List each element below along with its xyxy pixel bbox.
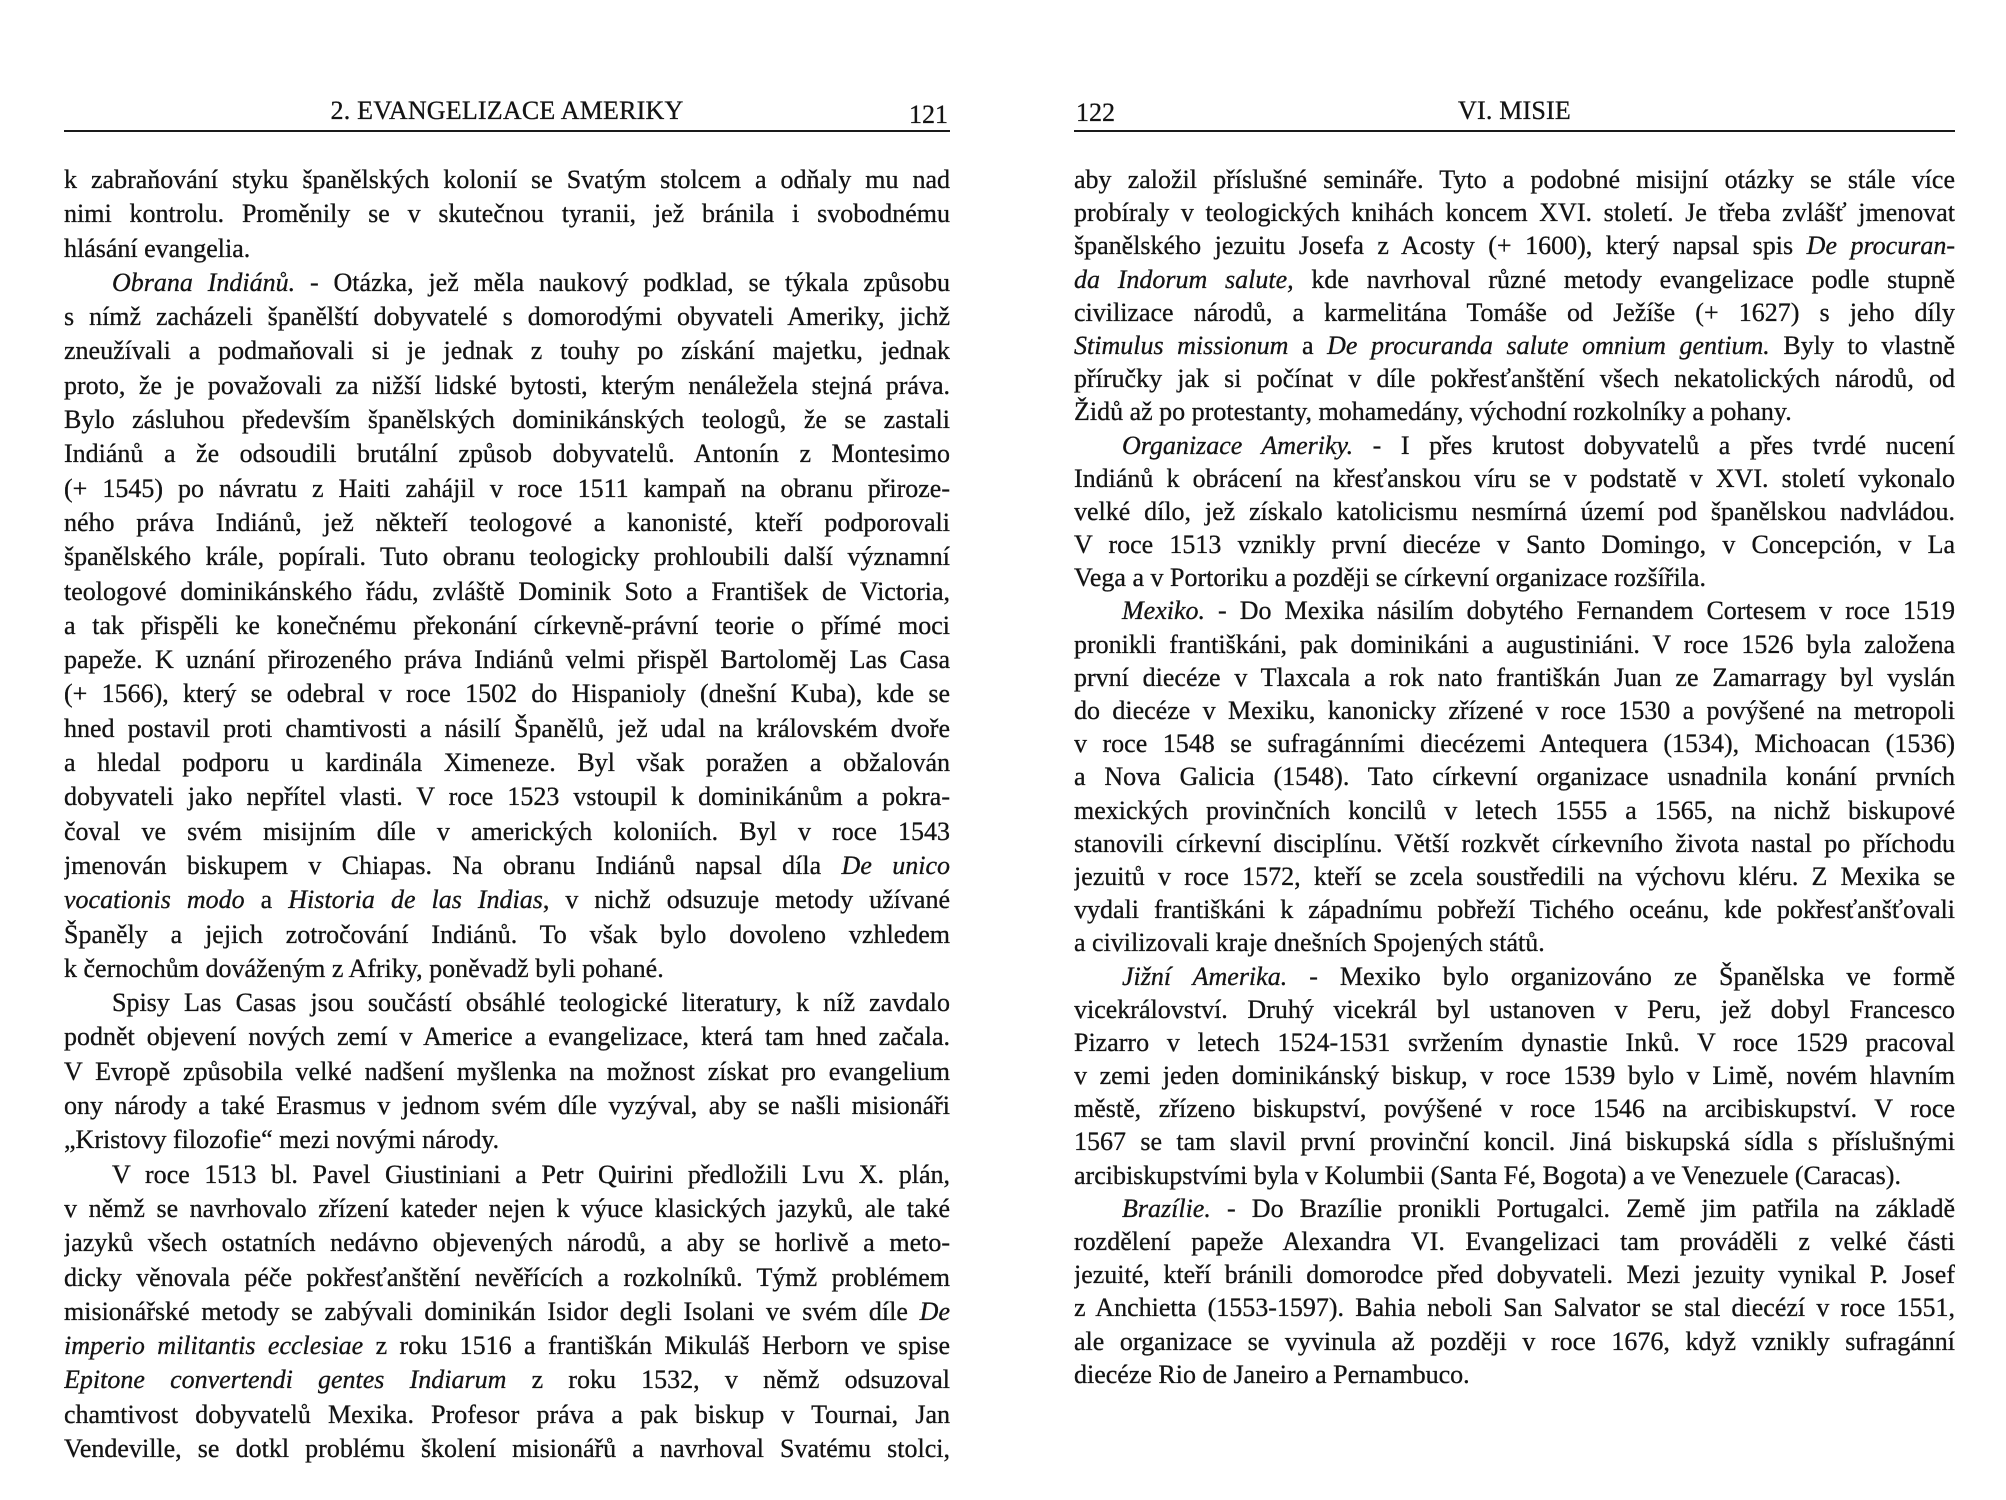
text-run: v roce 1548 se sufragánními diecézemi Antequera (1534), Michoacan (1536)	[1074, 729, 1955, 759]
text-run: z roku 1516 a františkán Mikuláš Herborn ve spise	[363, 1331, 950, 1361]
text-run: rozdělení papeže Alexandra VI. Evangelizaci tam prováděli z velké části	[1074, 1227, 1955, 1256]
text-line	[1074, 628, 1955, 661]
text-line	[1074, 528, 1955, 561]
text-line	[1074, 960, 1955, 993]
text-line	[1074, 1026, 1955, 1059]
text-run: teologové dominikánského řádu, zvláště Dominik Soto a František de Victoria,	[64, 576, 950, 606]
text-line	[1074, 263, 1955, 296]
text-run: jezuité, kteří bránili domorodce před dobyvateli. Mezi jezuity vynikal P. Josef	[1074, 1260, 1955, 1290]
italic-text-run: Mexiko.	[1122, 596, 1206, 626]
text-line	[64, 1363, 950, 1397]
text-line	[64, 1123, 950, 1157]
text-line	[1074, 296, 1955, 329]
text-line	[64, 1158, 950, 1192]
text-run: Židů až po protestanty, mohamedány, východní rozkolníky a pohany.	[1074, 397, 1792, 427]
text-run: velké dílo, jež získalo katolicismu nesmírná území pod španělskou nadvládou.	[1074, 496, 1955, 526]
page-body-text	[64, 163, 950, 1466]
text-run: „Kristovy filozofie“ mezi novými národy.	[64, 1125, 500, 1155]
text-line	[1074, 794, 1955, 827]
paragraph	[1074, 594, 1955, 959]
text-run: chamtivost dobyvatelů Mexika. Profesor práva a pak biskup v Tournai, Jan	[64, 1399, 950, 1429]
running-head-title: VI. MISIE	[1457, 96, 1571, 125]
text-run: hned postavil proti chamtivosti a násilí Španělů, jež udal na královském dvoře	[64, 713, 950, 743]
text-run: (+ 1545) po návratu z Haiti zahájil v roce 1511 kampaň na obranu přiroze-	[64, 473, 950, 503]
text-line	[1074, 362, 1955, 395]
text-line	[64, 609, 950, 643]
text-run: jmenován biskupem v Chiapas. Na obranu Indiánů napsal díla	[64, 850, 842, 880]
text-run: - Otázka, jež měla naukový podklad, se týkala způsobu	[295, 267, 950, 297]
text-line	[1074, 993, 1955, 1026]
text-run: kde navrhoval různé metody evangelizace podle stupně	[1293, 264, 1955, 294]
header-rule	[1074, 130, 1955, 132]
text-line	[64, 815, 950, 849]
text-run: (+ 1566), který se odebral v roce 1502 do Hispanioly (dnešní Kuba), kde se	[64, 679, 950, 709]
text-line	[1074, 694, 1955, 727]
text-run: Indiánů a že odsoudili brutální způsob dobyvatelů. Antonín z Montesimo	[64, 439, 950, 469]
text-line	[1074, 860, 1955, 893]
text-run: 1567 se tam slavil první provinční koncil. Jiná biskupská sídla s příslušnými	[1074, 1127, 1955, 1157]
italic-text-run: Stimulus missionum	[1074, 330, 1289, 360]
paragraph	[1074, 429, 1955, 595]
text-line	[1074, 196, 1955, 229]
text-run: k zabraňování styku španělských kolonií se Svatým stolcem a odňaly mu nad	[64, 165, 950, 194]
text-line	[64, 197, 950, 231]
text-line	[64, 403, 950, 437]
text-run: španělského krále, popírali. Tuto obranu teologicky prohloubili další významní	[64, 542, 950, 572]
page-number: 121	[909, 100, 948, 129]
text-run: a civilizovali kraje dnešních Spojených států.	[1074, 928, 1545, 958]
text-line	[64, 1432, 950, 1466]
text-run: v němž se navrhovalo zřízení kateder nejen k výuce klasických jazyků, ale také	[64, 1193, 950, 1223]
text-run: mexických provinčních koncilů v letech 1555 a 1565, na nichž biskupové	[1074, 795, 1955, 825]
italic-text-run: Organizace Ameriky.	[1122, 430, 1354, 460]
text-line	[64, 1020, 950, 1054]
text-line	[1074, 926, 1955, 959]
text-run: vydali františkáni k západnímu pobřeží Tichého oceánu, kde pokřesťanšťovali	[1074, 895, 1955, 925]
text-run: Vega a v Portoriku a později se církevní organizace rozšířila.	[1074, 563, 1706, 593]
text-run: a	[244, 885, 289, 915]
text-run: V roce 1513 vznikly první diecéze v Santo Domingo, v Concepción, v La	[1074, 530, 1955, 560]
text-line	[1074, 462, 1955, 495]
text-run: podnět objevení nových zemí v Americe a evangelizace, která tam hned začala.	[64, 1022, 950, 1052]
text-line	[64, 849, 950, 883]
text-run: nimi kontrolu. Proměnily se v skutečnou tyranii, jež bránila i svobodnému	[64, 199, 950, 229]
text-run: civilizace národů, a karmelitána Tomáše od Ježíše (+ 1627) s jeho díly	[1074, 297, 1955, 327]
text-line	[1074, 1358, 1955, 1391]
text-line	[1074, 329, 1955, 362]
paragraph	[64, 266, 950, 986]
text-run: Byly to vlastně	[1769, 330, 1955, 360]
text-run: do diecéze v Mexiku, kanonicky zřízené v roce 1530 a povýšené na metropoli	[1074, 696, 1955, 725]
text-line	[64, 746, 950, 780]
text-run: - I přes krutost dobyvatelů a přes tvrdé nucení	[1353, 430, 1955, 460]
running-head	[1074, 94, 1955, 128]
text-line	[64, 712, 950, 746]
text-line	[1074, 429, 1955, 462]
page-number: 122	[1076, 98, 1115, 127]
text-run: - Mexiko bylo organizováno ze Španělska ve formě	[1287, 961, 1955, 991]
text-run: Indiánů k obrácení na křesťanskou víru se v podstatě v XVI. století vykonalo	[1074, 463, 1955, 493]
text-run: s nímž zacházeli španělští dobyvatelé s domorodými obyvateli Ameriky, jichž	[64, 302, 950, 332]
text-run: v zemi jeden dominikánský biskup, v roce 1539 bylo v Limě, novém hlavním	[1074, 1061, 1955, 1091]
italic-text-run: da Indorum salute,	[1074, 264, 1294, 294]
text-line	[1074, 1225, 1955, 1258]
text-line	[1074, 1159, 1955, 1192]
text-line	[1074, 727, 1955, 760]
text-line	[1074, 1291, 1955, 1324]
text-line	[64, 472, 950, 506]
text-line	[64, 780, 950, 814]
italic-text-run: vocationis modo	[64, 885, 245, 915]
paragraph	[1074, 1192, 1955, 1391]
text-run: první diecéze v Tlaxcala a rok nato františkán Juan ze Zamarragy byl vyslán	[1074, 662, 1955, 692]
italic-text-run: De unico	[841, 850, 950, 880]
text-line	[64, 1295, 950, 1329]
text-run: Spisy Las Casas jsou součástí obsáhlé teologické literatury, k níž zavdalo	[112, 988, 950, 1018]
italic-text-run: imperio militantis ecclesiae	[64, 1331, 364, 1361]
text-run: k černochům dováženým z Afriky, poněvadž byli pohané.	[64, 953, 664, 983]
italic-text-run: De procuranda salute omnium gentium.	[1327, 330, 1770, 360]
text-run: - Do Mexika násilím dobytého Fernandem Cortesem v roce 1519	[1205, 596, 1955, 626]
text-run: probíraly v teologických knihách koncem XVI. století. Je třeba zvlášť jmenovat	[1074, 198, 1955, 228]
text-run: aby založil příslušné semináře. Tyto a podobné misijní otázky se stále více	[1074, 165, 1955, 194]
text-line	[1074, 1258, 1955, 1291]
paragraph	[64, 1158, 950, 1467]
text-line	[1074, 395, 1955, 428]
page-body-text	[1074, 163, 1955, 1391]
text-run: jazyků všech ostatních nedávno objevených národů, a aby se horlivě a meto-	[64, 1228, 950, 1258]
text-line	[1074, 1125, 1955, 1158]
text-run: Pizarro v letech 1524-1531 svržením dynastie Inků. V roce 1529 pracoval	[1074, 1027, 1955, 1057]
text-run: , v nichž odsuzuje metody užívané	[542, 885, 950, 915]
text-run: - Do Brazílie pronikli Portugalci. Země jim patřila na základě	[1210, 1193, 1955, 1223]
text-run: pronikli františkáni, pak dominikáni a augustiniáni. V roce 1526 byla založena	[1074, 629, 1955, 659]
text-run: dicky věnovala péče pokřesťanštění nevěřících a rozkolníků. Týmž problémem	[64, 1262, 950, 1292]
text-line	[1074, 495, 1955, 528]
text-line	[1074, 661, 1955, 694]
text-line	[1074, 893, 1955, 926]
text-run: z roku 1532, v němž odsuzoval	[506, 1365, 950, 1395]
text-line	[64, 540, 950, 574]
text-line	[64, 643, 950, 677]
text-line	[1074, 594, 1955, 627]
text-line	[1074, 163, 1955, 196]
text-run: ony národy a také Erasmus v jednom svém díle vyzýval, aby se našli misionáři	[64, 1091, 950, 1121]
text-line	[64, 986, 950, 1020]
text-line	[1074, 1059, 1955, 1092]
text-line	[64, 506, 950, 540]
text-run: misionářské metody se zabývali dominikán Isidor degli Isolani ve svém díle	[64, 1296, 920, 1326]
text-run: hlásání evangelia.	[64, 233, 251, 263]
italic-text-run: Epitone convertendi gentes Indiarum	[64, 1365, 507, 1395]
text-line	[1074, 1325, 1955, 1358]
text-line	[64, 1261, 950, 1295]
italic-text-run: Historia de las Indias	[288, 885, 543, 915]
header-rule	[64, 130, 950, 132]
text-line	[64, 1089, 950, 1123]
text-line	[64, 883, 950, 917]
text-run: papeže. K uznání přirozeného práva Indiánů velmi přispěl Bartoloměj Las Casa	[64, 645, 950, 675]
paragraph	[64, 986, 950, 1157]
right-page	[1074, 0, 1955, 1500]
text-line	[64, 677, 950, 711]
text-line	[64, 266, 950, 300]
text-run: čoval ve svém misijním díle v amerických koloniích. Byl v roce 1543	[64, 816, 950, 846]
text-run: a tak přispěli ke konečnému překonání církevně-právní teorie o přímé moci	[64, 610, 950, 640]
text-run: ného práva Indiánů, jež někteří teologové a kanonisté, kteří podporovali	[64, 507, 950, 537]
text-line	[64, 918, 950, 952]
text-line	[64, 437, 950, 471]
italic-text-run: De	[919, 1296, 950, 1326]
text-line	[1074, 229, 1955, 262]
text-line	[64, 300, 950, 334]
text-line	[64, 369, 950, 403]
text-run: městě, zřízeno biskupství, povýšené v roce 1546 na arcibiskupství. V roce	[1074, 1094, 1955, 1124]
text-run: arcibiskupstvími byla v Kolumbii (Santa Fé, Bogota) a ve Venezuele (Caracas).	[1074, 1160, 1901, 1190]
text-run: V Evropě způsobila velké nadšení myšlenka na možnost získat pro evangelium	[64, 1056, 950, 1086]
text-run: a Nova Galicia (1548). Tato církevní organizace usnadnila konání prvních	[1074, 762, 1955, 792]
text-run: příručky jak si počínat v díle pokřesťanštění všech nekatolických národů, od	[1074, 364, 1955, 394]
text-run: španělského jezuitu Josefa z Acosty (+ 1600), který napsal spis	[1074, 231, 1807, 261]
running-head	[64, 94, 950, 128]
text-line	[1074, 561, 1955, 594]
text-run: Španěly a jejich zotročování Indiánů. To však bylo dovoleno vzhledem	[64, 919, 950, 949]
text-run: a	[1288, 330, 1328, 360]
text-run: stanovili církevní disciplínu. Větší rozkvět církevního života nastal po příchodu	[1074, 828, 1955, 858]
text-run: vicekrálovství. Druhý vicekrál byl ustanoven v Peru, jež dobyl Francesco	[1074, 994, 1955, 1024]
text-run: diecéze Rio de Janeiro a Pernambuco.	[1074, 1359, 1470, 1389]
text-run: zneužívali a podmaňovali si je jednak z touhy po získání majetku, jednak	[64, 336, 950, 366]
text-run: V roce 1513 bl. Pavel Giustiniani a Petr Quirini předložili Lvu X. plán,	[112, 1159, 950, 1189]
text-run: jezuitů v roce 1572, kteří se zcela soustředili na výchovu kléru. Z Mexika se	[1074, 861, 1955, 891]
paragraph	[64, 163, 950, 266]
text-run: proto, že je považovali za nižší lidské bytosti, kterým nenáležela stejná práva.	[64, 370, 950, 400]
text-line	[64, 575, 950, 609]
text-line	[1074, 760, 1955, 793]
italic-text-run: Obrana Indiánů.	[112, 267, 296, 297]
italic-text-run: Brazílie.	[1122, 1193, 1211, 1223]
text-run: z Anchietta (1553-1597). Bahia neboli San Salvator se stal diecézí v roce 1551,	[1074, 1293, 1955, 1323]
italic-text-run: Jižní Amerika.	[1122, 961, 1288, 991]
text-line	[1074, 1192, 1955, 1225]
text-run: Vendeville, se dotkl problému školení misionářů a navrhoval Svatému stolci,	[64, 1433, 950, 1463]
text-run: ale organizace se vyvinula až později v roce 1676, když vznikly sufragánní	[1074, 1326, 1955, 1356]
text-run: Bylo zásluhou především španělských dominikánských teologů, že se zastali	[64, 405, 950, 435]
text-line	[64, 1398, 950, 1432]
text-line	[64, 1329, 950, 1363]
text-line	[64, 334, 950, 368]
text-line	[64, 1055, 950, 1089]
text-line	[1074, 827, 1955, 860]
text-line	[64, 952, 950, 986]
text-run: dobyvateli jako nepřítel vlasti. V roce 1523 vstoupil k dominikánům a pokra-	[64, 782, 950, 812]
text-line	[64, 163, 950, 197]
italic-text-run: De procuran-	[1806, 231, 1955, 261]
paragraph	[1074, 163, 1955, 429]
text-line	[64, 232, 950, 266]
text-line	[64, 1226, 950, 1260]
text-line	[1074, 1092, 1955, 1125]
running-head-title: 2. EVANGELIZACE AMERIKY	[330, 96, 684, 125]
paragraph	[1074, 960, 1955, 1192]
left-page	[64, 0, 950, 1500]
text-run: a hledal podporu u kardinála Ximeneze. Byl však poražen a obžalován	[64, 748, 950, 778]
text-line	[64, 1192, 950, 1226]
